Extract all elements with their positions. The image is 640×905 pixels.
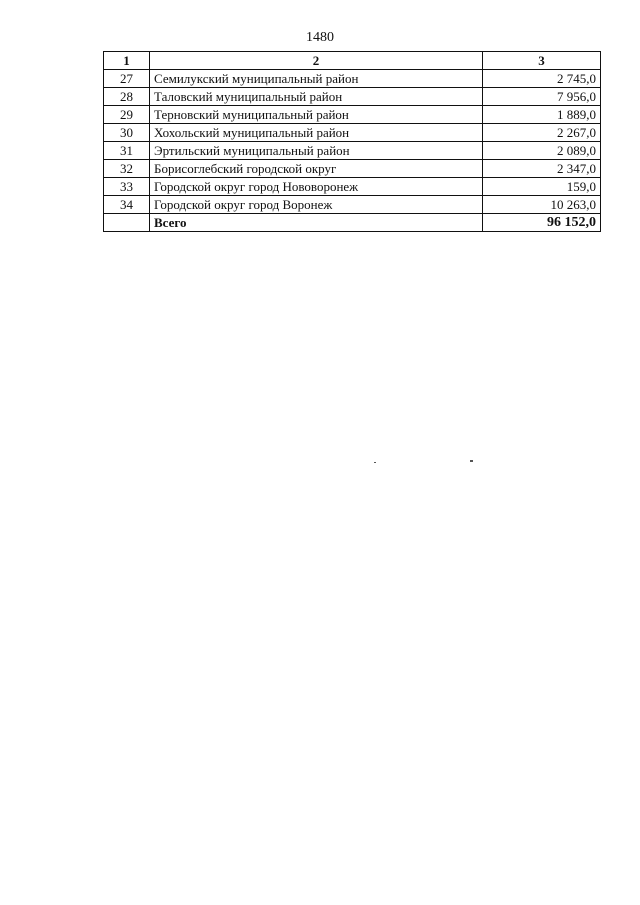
row-name: Семилукский муниципальный район [150, 70, 483, 88]
row-value: 10 263,0 [483, 196, 601, 214]
table-row [104, 124, 601, 142]
total-row [104, 214, 601, 232]
row-name: Городской округ город Нововоронеж [150, 178, 483, 196]
row-name: Терновский муниципальный район [150, 106, 483, 124]
row-number: 29 [104, 106, 150, 124]
total-label: Всего [150, 214, 483, 232]
header-col-3: 3 [483, 52, 601, 70]
table-body [104, 70, 601, 232]
header-row [104, 52, 601, 70]
row-name: Таловский муниципальный район [150, 88, 483, 106]
row-value: 1 889,0 [483, 106, 601, 124]
table-row [104, 142, 601, 160]
row-number: 33 [104, 178, 150, 196]
row-value: 2 267,0 [483, 124, 601, 142]
row-number: 32 [104, 160, 150, 178]
table-row [104, 196, 601, 214]
header-col-1: 1 [104, 52, 150, 70]
row-number: 28 [104, 88, 150, 106]
row-name: Эртильский муниципальный район [150, 142, 483, 160]
total-number [104, 214, 150, 232]
row-number: 27 [104, 70, 150, 88]
data-table [103, 51, 601, 232]
row-value: 159,0 [483, 178, 601, 196]
table-row [104, 178, 601, 196]
page-number: 1480 [306, 30, 334, 45]
table-header [104, 52, 601, 70]
row-value: 7 956,0 [483, 88, 601, 106]
table-row [104, 88, 601, 106]
scan-speck [374, 462, 376, 463]
row-value: 2 745,0 [483, 70, 601, 88]
total-value: 96 152,0 [483, 214, 601, 232]
header-col-2: 2 [150, 52, 483, 70]
table-row [104, 106, 601, 124]
row-name: Борисоглебский городской округ [150, 160, 483, 178]
row-number: 30 [104, 124, 150, 142]
row-number: 34 [104, 196, 150, 214]
table-row [104, 70, 601, 88]
row-name: Городской округ город Воронеж [150, 196, 483, 214]
row-name: Хохольский муниципальный район [150, 124, 483, 142]
table-row [104, 160, 601, 178]
row-value: 2 089,0 [483, 142, 601, 160]
row-value: 2 347,0 [483, 160, 601, 178]
row-number: 31 [104, 142, 150, 160]
scan-speck [470, 460, 473, 462]
